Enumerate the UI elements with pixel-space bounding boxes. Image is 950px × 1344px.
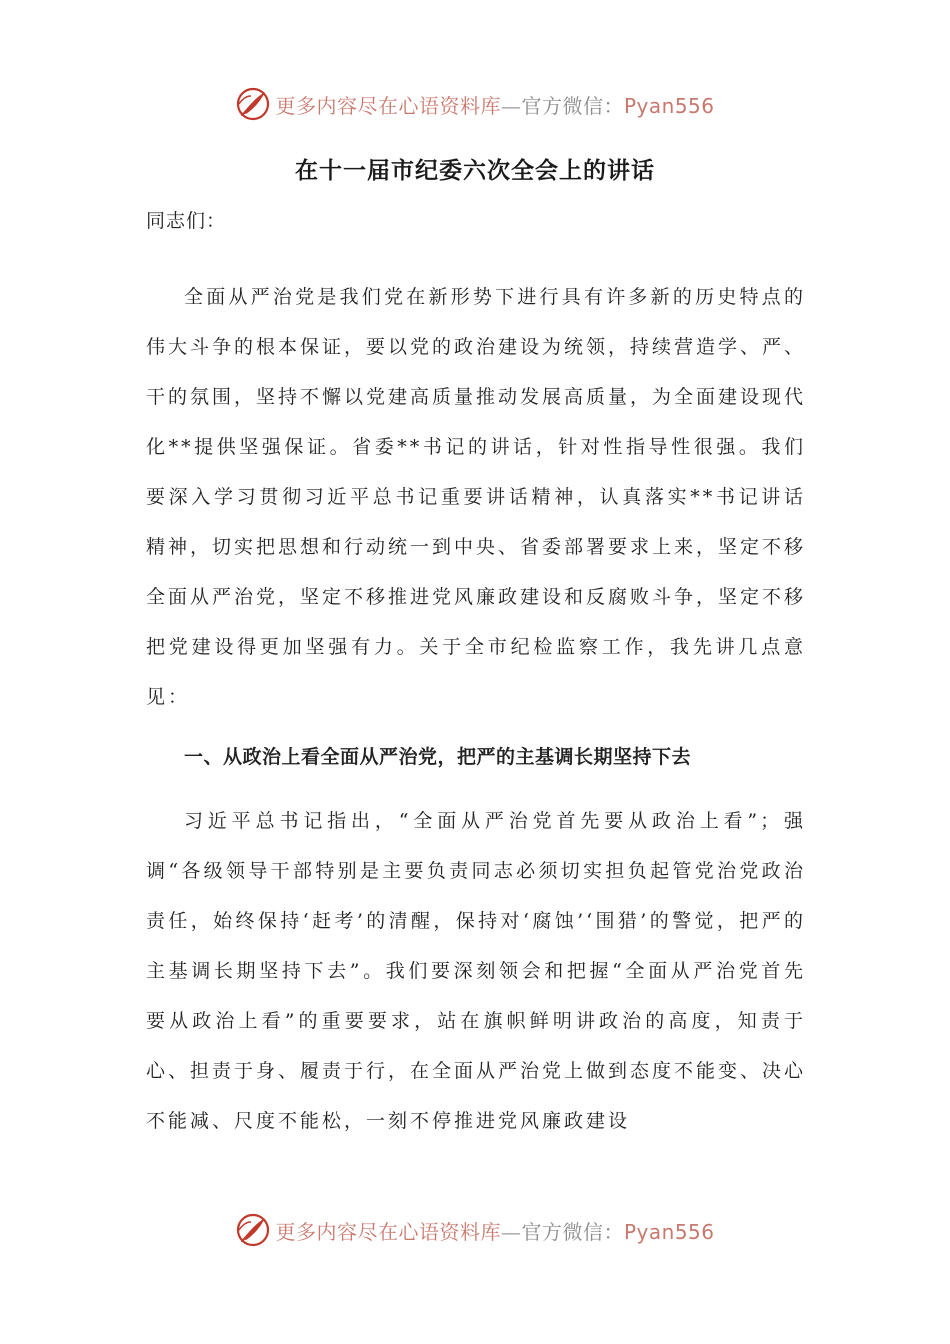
- header-watermark: [0, 84, 950, 124]
- quill-logo-icon: [235, 86, 271, 122]
- salutation: 同志们：: [146, 210, 227, 232]
- footer-watermark: [0, 1210, 950, 1250]
- watermark-main: 更多内容尽在心语资料库: [275, 1219, 501, 1244]
- watermark-separator: —: [500, 93, 522, 118]
- watermark-wechat-id: Pyan556: [623, 93, 715, 118]
- body-paragraph: 全面从严治党是我们党在新形势下进行具有许多新的历史特点的伟大斗争的根本保证，要以党的政治建设为统领，持续营造学、严、干的氛围，坚持不懈以党建高质量推动发展高质量，为全面建设现代化**提供坚强保证。省委**书记的讲话，针对性指导性很强。我们要深入学习贯彻习近平总书记重要讲话精神，认真落实**书记讲话精神，切实把思想和行动统一到中央、省委部署要求上来，坚定不移全面从严治党，坚定不移推进党风廉政建设和反腐败斗争，坚定不移把党建设得更加坚强有力。关于全市纪检监察工作，我先讲几点意见：: [146, 286, 807, 708]
- quill-logo-icon: [235, 1212, 271, 1248]
- document-body: [146, 196, 806, 1146]
- watermark-separator: —: [500, 1219, 522, 1244]
- section-paragraph: 习近平总书记指出，“全面从严治党首先要从政治上看”；强调“各级领导干部特别是主要负责同志必须切实担负起管党治党政治责任，始终保持‘赶考’的清醒，保持对‘腐蚀’‘围猎’的警觉，把严的主基调长期坚持下去”。我们要深刻领会和把握“全面从严治党首先要从政治上看”的重要要求，站在旗帜鲜明讲政治的高度，知责于心、担责于身、履责于行，在全面从严治党上做到态度不能变、决心不能减、尺度不能松，一刻不停推进党风廉政建设: [146, 810, 807, 1132]
- watermark-label: 官方微信：: [521, 1219, 624, 1244]
- watermark-label: 官方微信：: [521, 93, 624, 118]
- watermark-main: 更多内容尽在心语资料库: [275, 93, 501, 118]
- watermark-text: [275, 90, 714, 119]
- document-title: 在十一届市纪委六次全会上的讲话: [295, 158, 655, 184]
- watermark-text: [275, 1216, 714, 1245]
- watermark-wechat-id: Pyan556: [623, 1219, 715, 1244]
- section-heading: 一、从政治上看全面从严治党，把严的主基调长期坚持下去: [184, 746, 692, 768]
